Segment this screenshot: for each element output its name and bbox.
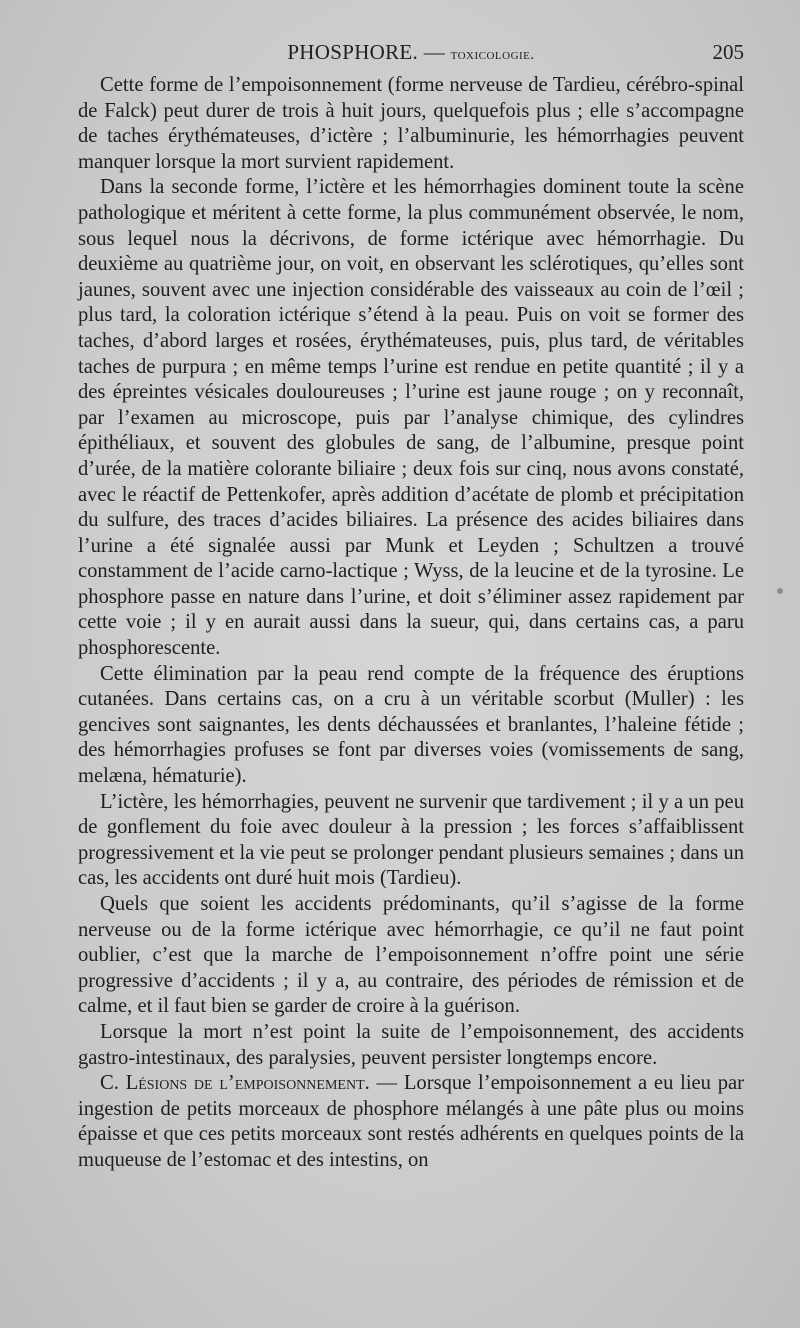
page-number: 205 (712, 40, 744, 64)
body-text (78, 73, 744, 1174)
paragraph-5: Quels que soient les accidents prédominants, qu’il s’agisse de la forme nerveuse ou de la forme ictérique avec hémorrhagie, ce qu’il ne faut point oublier, c’est que la marche de l’empoisonnement n’offre point une série progressive d’accidents ; il y a, au contraire, des périodes de rémission et de calme, et il faut bien se garder de croire à la guérison. (78, 893, 744, 1018)
section-c-heading: C. Lésions de l’empoisonnement. (100, 1072, 370, 1095)
running-title-dash: — (423, 40, 445, 64)
paragraph-3: Cette élimination par la peau rend compte de la fréquence des éruptions cutanées. Dans certains cas, on a cru à un véritable scorbut (Muller) : les gencives sont saignantes, les dents déchaussées et branlantes, l’haleine fétide ; des hémorrhagies profuses se font par diverses voies (vomissements de sang, melæna, hématurie). (78, 662, 744, 788)
running-header (78, 40, 744, 70)
paragraph-6: Lorsque la mort n’est point la suite de l’empoisonnement, des accidents gastro-intestinaux, des paralysies, peuvent persister longtemps encore. (78, 1020, 744, 1069)
section-c-paragraph (78, 1071, 744, 1173)
running-title (78, 40, 744, 65)
paragraph-2: Dans la seconde forme, l’ictère et les hémorrhagies dominent toute la scène pathologique et méritent à cette forme, la plus communément observée, le nom, sous lequel nous la décrivons, de forme ictérique avec hémorrhagie. Du deuxième au quatrième jour, on voit, en observant les sclérotiques, qu’elles sont jaunes, souvent avec une injection considérable des vaisseaux au coin de l’œil ; plus tard, la coloration ictérique s’étend à la peau. Puis on voit se former des taches, d’abord larges et rosées, érythémateuses, puis, plus tard, de véritables taches de purpura ; en même temps l’urine est rendue en petite quantité ; il y a des épreintes vésicales douloureuses ; l’urine est jaune rouge ; on y reconnaît, par l’examen au microscope, puis par l’analyse chimique, des cylindres épithéliaux, et souvent des globules de sang, de l’albumine, presque point d’urée, de la matière colorante biliaire ; deux fois sur cinq, nous avons constaté, avec le réactif de Pettenkofer, après addition d’acétate de plomb et précipitation du sulfure, des traces d’acides biliaires. La présence des acides biliaires dans l’urine a été signalée aussi par Munk et Leyden ; Schultzen a trouvé constamment de l’acide carno-lactique ; Wyss, de la leucine et de la tyrosine. Le phosphore passe en nature dans l’urine, et doit s’éliminer assez rapidement par cette voie ; il y en aurait aussi dans la sueur, qui, dans certains cas, a paru phosphorescente. (78, 176, 744, 660)
running-title-main: PHOSPHORE. (287, 40, 419, 64)
paragraph-1: Cette forme de l’empoisonnement (forme nerveuse de Tardieu, cérébro-spinal de Falck) peut durer de trois à huit jours, quelquefois plus ; elle s’accompagne de taches érythémateuses, d’ictère ; l’albuminurie, les hémorrhagies peuvent manquer lorsque la mort survient rapidement. (78, 74, 744, 173)
section-c-dash: — (369, 1072, 404, 1095)
running-title-sub: toxicologie. (450, 47, 535, 63)
paragraph-4: L’ictère, les hémorrhagies, peuvent ne survenir que tardivement ; il y a un peu de gonflement du foie avec douleur à la pression ; les forces s’affaiblissent progressivement et la vie peut se prolonger pendant plusieurs semaines ; dans un cas, les accidents ont duré huit mois (Tardieu). (78, 790, 744, 890)
margin-speck (777, 588, 783, 594)
section-c-text: Lorsque l’empoisonnement a eu lieu par ingestion de petits morceaux de phosphore mélangés à une pâte plus ou moins épaisse et que ces petits morceaux sont restés adhérents en quelques points de la muqueuse de l’estomac et des intestins, on (78, 1072, 745, 1171)
